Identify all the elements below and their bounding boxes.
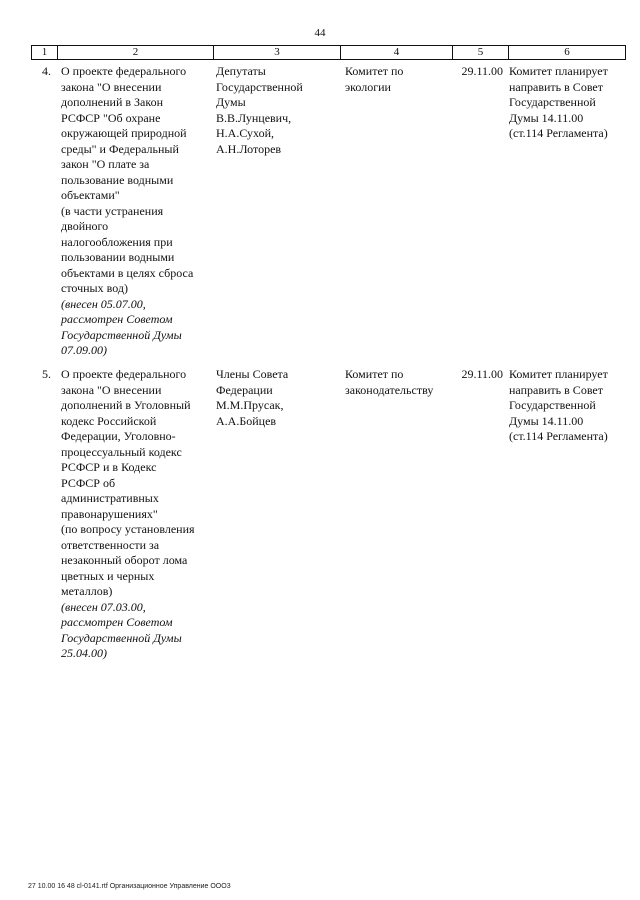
subject-line: окружающей природной	[61, 126, 187, 140]
note-line: (ст.114 Регламента)	[509, 429, 608, 443]
note-line: направить в Совет	[509, 79, 603, 94]
row-number: 5.	[42, 367, 51, 381]
submitted-line: рассмотрен Советом	[61, 615, 173, 629]
subject-line: объектами в целях сброса	[61, 265, 194, 280]
submitted-line: 25.04.00)	[61, 646, 107, 660]
subject-line: РСФСР и в Кодекс	[61, 460, 157, 474]
subject-line: процессуальный кодекс	[61, 444, 182, 459]
note	[509, 64, 626, 142]
subject-line: сточных вод)	[61, 281, 128, 295]
subject-line: пользование водными	[61, 172, 174, 187]
header-col-3: 3	[213, 46, 340, 59]
subject-line: Федерации, Уголовно-	[61, 429, 176, 443]
note-line: Думы 14.11.00	[509, 413, 584, 428]
initiators	[216, 367, 336, 429]
header-col-5: 5	[452, 46, 508, 59]
initiator-line: Государственной	[216, 79, 303, 94]
bill-subject	[61, 64, 211, 359]
subject-line: правонарушениях"	[61, 506, 158, 521]
subject-line: (в части устранения	[61, 203, 164, 218]
initiator-line: А.Н.Лоторев	[216, 141, 282, 156]
submitted-line: 07.09.00)	[61, 343, 107, 357]
submitted-line: рассмотрен Советом	[61, 312, 173, 326]
header-col-2: 2	[57, 46, 213, 59]
subject-line: закона "О внесении	[61, 79, 162, 94]
submitted-line: Государственной Думы	[61, 327, 182, 342]
subject-line: цветных и черных	[61, 568, 155, 583]
row-number: 4.	[42, 64, 51, 78]
subject-line: дополнений в Уголовный	[61, 398, 191, 412]
committee-line: экологии	[345, 79, 391, 94]
bill-subject	[61, 367, 211, 662]
subject-line: (по вопросу установления	[61, 522, 195, 536]
committee	[345, 64, 455, 95]
subject-line: пользовании водными	[61, 250, 175, 264]
committee-line: законодательству	[345, 382, 434, 397]
initiator-line: Федерации	[216, 382, 273, 397]
initiators	[216, 64, 336, 157]
note	[509, 367, 626, 445]
committee-line: Комитет по	[345, 64, 404, 78]
subject-line: двойного	[61, 219, 109, 233]
subject-line: незаконный оборот лома	[61, 553, 188, 567]
header-col-6: 6	[508, 46, 625, 59]
initiator-line: А.А.Бойцев	[216, 413, 277, 428]
note-line: (ст.114 Регламента)	[509, 126, 608, 140]
subject-line: налогообложения при	[61, 234, 173, 249]
initiator-line: Депутаты	[216, 64, 266, 78]
review-date: 29.11.00	[461, 367, 503, 381]
subject-line: РСФСР "Об охране	[61, 110, 161, 125]
subject-line: дополнений в Закон	[61, 95, 164, 109]
header-col-4: 4	[340, 46, 452, 59]
column-number-header	[31, 45, 626, 60]
note-line: направить в Совет	[509, 382, 603, 397]
note-line: Комитет планирует	[509, 367, 608, 381]
subject-line: РСФСР об	[61, 475, 116, 490]
submitted-line: (внесен 05.07.00,	[61, 296, 146, 311]
subject-line: объектами"	[61, 188, 120, 202]
subject-line: закон "О плате за	[61, 157, 150, 171]
initiator-line: Думы	[216, 95, 246, 109]
subject-line: металлов)	[61, 584, 113, 598]
subject-line: ответственности за	[61, 537, 160, 552]
submitted-line: (внесен 07.03.00,	[61, 599, 146, 614]
document-footer: 27 10.00 16 48 cl-0141.rtf Организационное Управление ООО3	[28, 883, 231, 890]
initiator-line: Члены Совета	[216, 367, 289, 381]
initiator-line: В.В.Лунцевич,	[216, 110, 292, 125]
note-line: Комитет планирует	[509, 64, 608, 78]
subject-line: О проекте федерального	[61, 64, 187, 78]
subject-line: закона "О внесении	[61, 382, 162, 397]
note-line: Думы 14.11.00	[509, 110, 584, 125]
header-col-1: 1	[41, 46, 48, 58]
page-number: 44	[314, 27, 326, 39]
initiator-line: М.М.Прусак,	[216, 398, 284, 412]
committee	[345, 367, 455, 398]
subject-line: административных	[61, 491, 159, 505]
note-line: Государственной	[509, 95, 596, 109]
subject-line: кодекс Российской	[61, 413, 157, 428]
submitted-line: Государственной Думы	[61, 630, 182, 645]
initiator-line: Н.А.Сухой,	[216, 126, 275, 140]
subject-line: О проекте федерального	[61, 367, 187, 381]
committee-line: Комитет по	[345, 367, 404, 381]
subject-line: среды" и Федеральный	[61, 141, 179, 156]
review-date: 29.11.00	[461, 64, 503, 78]
note-line: Государственной	[509, 398, 596, 412]
